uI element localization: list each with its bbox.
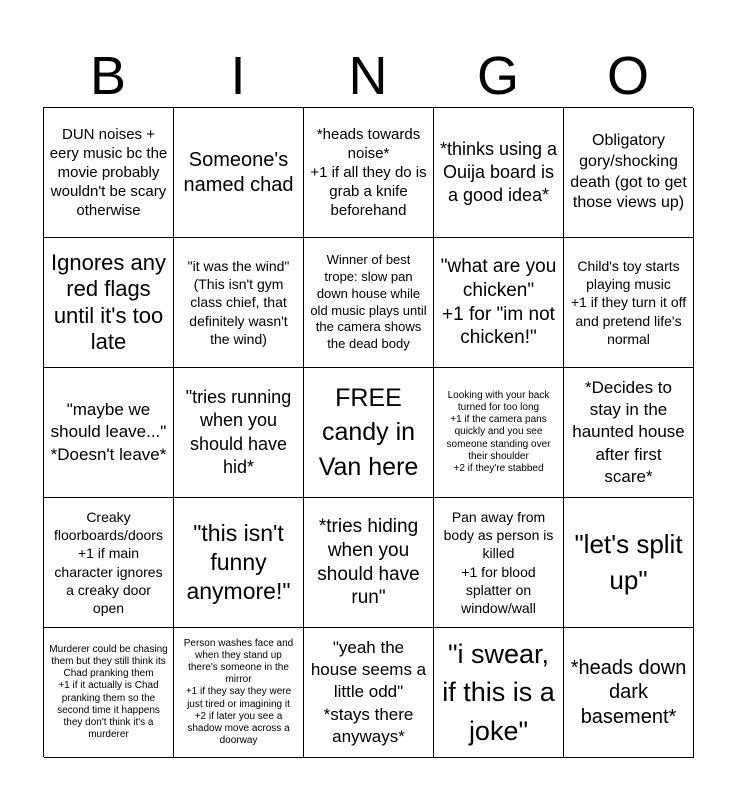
bingo-cell[interactable]: "tries running when you should have hid* [174,368,304,498]
bingo-cell[interactable]: Looking with your back turned for too long +1 if the camera pans quickly and you see someone standing over their shoulder +2 if they're stabbed [434,368,564,498]
header-letter-g: G [476,46,519,106]
bingo-cell-free[interactable]: FREE candy in Van here [304,368,434,498]
bingo-cell[interactable]: Child's toy starts playing music +1 if they turn it off and pretend life's normal [564,238,694,368]
bingo-cell[interactable]: Pan away from body as person is killed +1 for blood splatter on window/wall [434,498,564,628]
bingo-cell[interactable]: *heads down dark basement* [564,628,694,758]
bingo-cell[interactable]: *Decides to stay in the haunted house after first scare* [564,368,694,498]
bingo-cell[interactable]: "this isn't funny anymore!" [174,498,304,628]
bingo-cell[interactable]: "maybe we should leave..." *Doesn't leave* [44,368,174,498]
bingo-cell[interactable]: "it was the wind" (This isn't gym class chief, that definitely wasn't the wind) [174,238,304,368]
header-letter-n: N [348,46,388,106]
bingo-cell[interactable]: "let's split up" [564,498,694,628]
bingo-cell[interactable]: Obligatory gory/shocking death (got to get those views up) [564,108,694,238]
bingo-header [43,46,693,106]
bingo-cell[interactable]: Ignores any red flags until it's too late [44,238,174,368]
header-letter-i: I [230,46,246,106]
bingo-board [43,107,693,757]
bingo-cell[interactable]: Winner of best trope: slow pan down house while old music plays until the camera shows the dead body [304,238,434,368]
bingo-cell[interactable]: Murderer could be chasing them but they still think its Chad pranking them +1 if it actually is Chad pranking them so the second time it happens they don't think it's a murderer [44,628,174,758]
bingo-cell[interactable]: *heads towards noise* +1 if all they do is grab a knife beforehand [304,108,434,238]
bingo-cell[interactable]: *thinks using a Ouija board is a good idea* [434,108,564,238]
bingo-cell[interactable]: *tries hiding when you should have run" [304,498,434,628]
header-letter-o: O [606,46,649,106]
bingo-cell[interactable]: "i swear, if this is a joke" [434,628,564,758]
bingo-cell[interactable]: "yeah the house seems a little odd" *stays there anyways* [304,628,434,758]
bingo-cell[interactable]: "what are you chicken" +1 for "im not chicken!" [434,238,564,368]
header-letter-b: B [89,46,127,106]
bingo-cell[interactable]: Person washes face and when they stand up there's someone in the mirror +1 if they say they were just tired or imagining it +2 if later you see a shadow move across a doorway [174,628,304,758]
bingo-cell[interactable]: DUN noises + eery music bc the movie probably wouldn't be scary otherwise [44,108,174,238]
bingo-cell[interactable]: Someone's named chad [174,108,304,238]
bingo-cell[interactable]: Creaky floorboards/doors +1 if main character ignores a creaky door open [44,498,174,628]
